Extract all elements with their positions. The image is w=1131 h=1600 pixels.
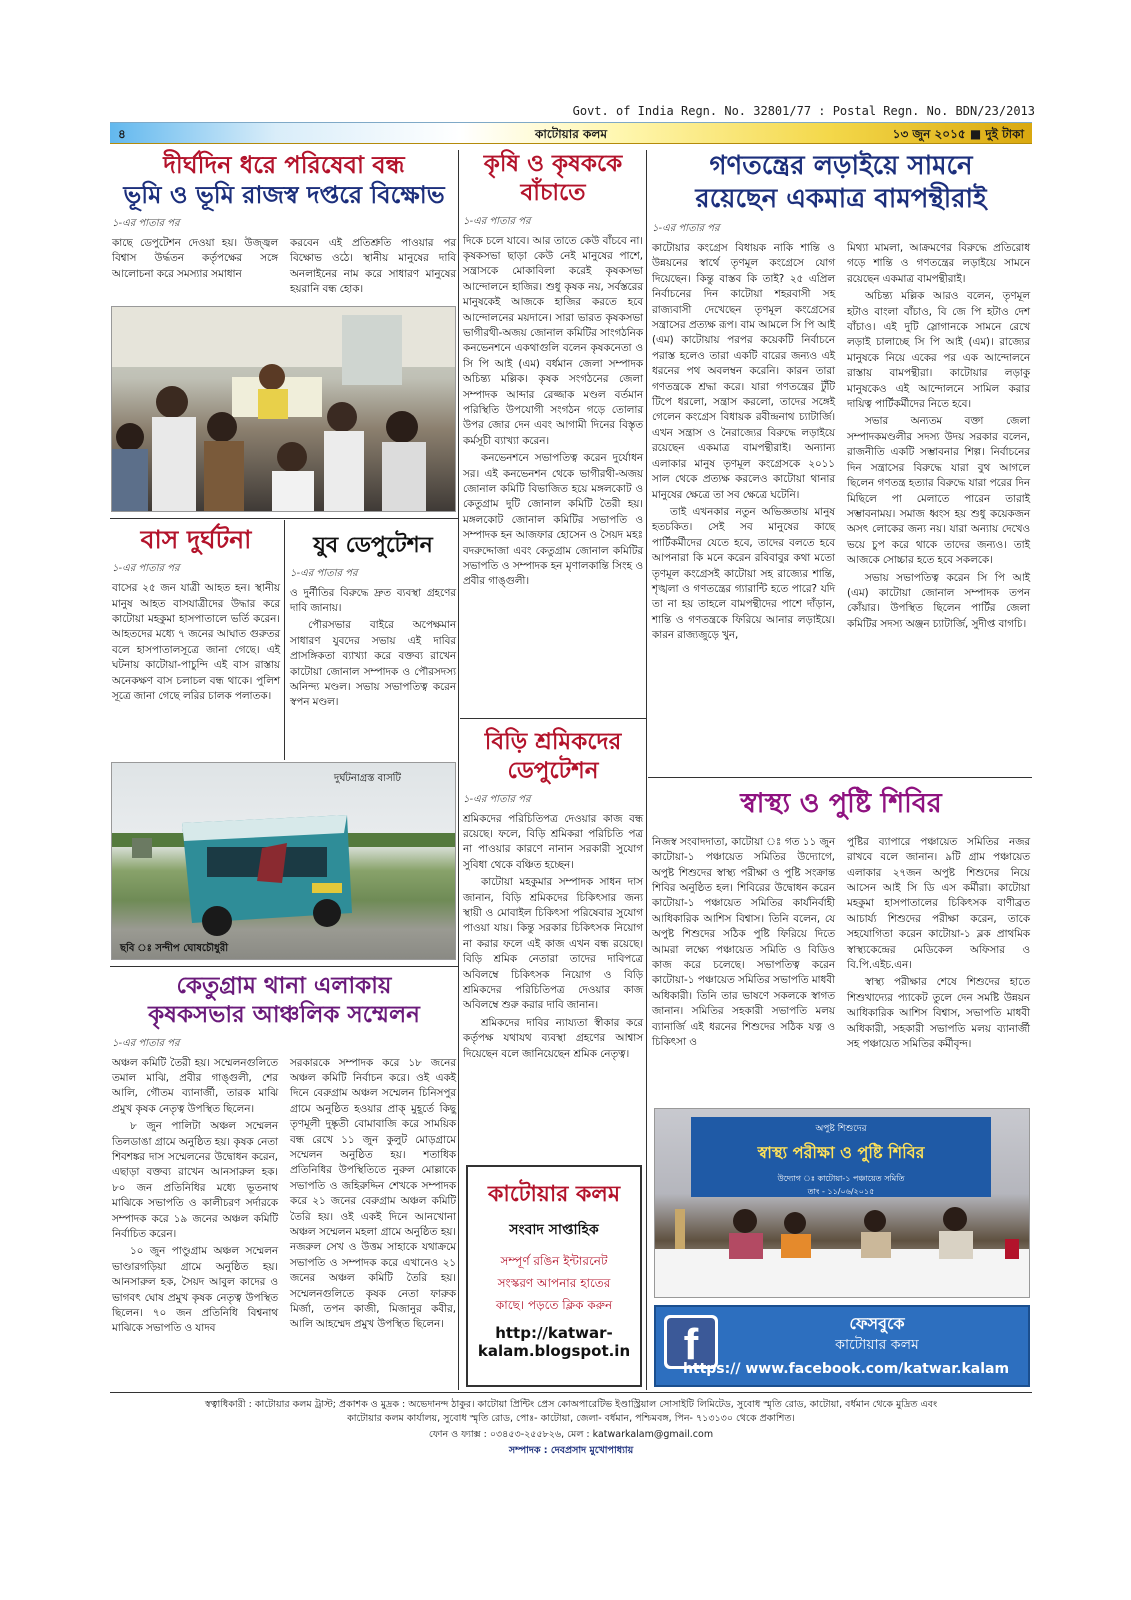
bus-photo [111, 762, 456, 960]
headline: কৃষকসভার আঞ্চলিক সম্মেলন [148, 1000, 420, 1028]
article-text: শ্রমিকদের দাবির ন্যায্যতা স্বীকার করে কর্তৃপক্ষ যথাযথ ব্যবস্থা গ্রহণের আশ্বাস দিয়েছেন বলে জানিয়েছেন শ্রমিক নেতৃত্ব। [463, 1016, 643, 1060]
article-text: শ্রমিকদের পরিচিতিপত্র দেওয়ার কাজ বন্ধ রয়েছে। ফলে, বিড়ি শ্রমিকরা পরিচিতি পত্র না পাওয়ার কারণে নানান সরকারী সুযোগ সুবিধা থেকে বঞ্চিত হচ্ছেন। [463, 812, 643, 871]
article-text: তাই এখনকার নতুন অভিজ্ঞতায় মানুষ হতচকিত। সেই সব মানুষের কাছে পার্টিকর্মীদের যেতে হবে, তাদের বলতে হবে আপনারা কি মনে করেন রবিবাবুর কথা মতো তৃণমূল কংগ্রেসই কাটোয়া সহ রাজ্যের শান্তি, শৃঙ্খলা ও গণতন্ত্রের গ্যারান্টি হতে পারে? যদি তা না হয় তাহলে বামপন্থীদের পাশে দাঁড়ান, শান্তি ও গণতন্ত্রকে ফিরিয়ে আনার লড়াইয়ে। কারন রাজ্যজুড়ে খুন, [652, 505, 835, 642]
column-rule [458, 150, 459, 1390]
continued-note: ১-এর পাতার পর [463, 793, 531, 805]
facebook-label: ফেসবুকে [849, 1314, 905, 1333]
article-text: সভায় সভাপতিত্ব করেন সি পি আই (এম) কাটোয়া জোনাল সম্পাদক তপন কোঁয়ার। উপস্থিত ছিলেন পার্টির জেলা কমিটির সদস্য অঞ্জন চ্যাটার্জি, সুদীপ্ত বাগচি। [847, 571, 1030, 630]
editor-line: সম্পাদক : দেবপ্রসাদ মুখোপাধ্যায় [508, 1445, 634, 1456]
article-text: পৌরসভার বাইরে অপেক্ষমান সাধারণ যুবদের সভায় এই দাবির প্রাসঙ্গিকতা ব্যাখ্যা করে বক্তব্য রাখেন কাটোয়া জোনাল সম্পাদক ও পৌরসদস্য অনিন্দ্য মণ্ডল। সভায় সভাপতিত্ব করেন স্বপন মণ্ডল। [290, 619, 456, 709]
article-left-fight-democracy [652, 150, 1030, 646]
banner-line: উদ্যোগ ঃ কাটোয়া-১ পঞ্চায়েত সমিতি [777, 1174, 905, 1183]
advert-title: কাটোয়ার কলম [487, 1181, 621, 1207]
headline: ডেপুটেশন [507, 756, 599, 784]
continued-note: ১-এর পাতার পর [652, 223, 720, 234]
advert-line: সম্পূর্ণ রঙিন ইন্টারনেট [500, 1254, 608, 1268]
headline: বিড়ি শ্রমিকদের [484, 728, 622, 755]
section-rule [460, 718, 646, 719]
continued-note: ১-এর পাতার পর [290, 567, 358, 579]
imprint-line: স্বত্বাধিকারী : কাটোয়ার কলম ট্রাস্ট; প্রকাশক ও মুদ্রক : অভেদানন্দ ঠাকুর। কাটোয়া প্রিন্টিং প্রেস কোঅপারেটিভ ইণ্ডাস্ট্রিয়াল সোসাইটি লিমিটেড, সুবোধ স্মৃতি রোড, কাটোয়া, বর্ধমান থেকে মুদ্রিত এবং [204, 1399, 938, 1410]
section-rule [110, 966, 458, 967]
article-text: কাটোয়ার কংগ্রেস বিধায়ক নাকি শান্তি ও উন্নয়নের স্বার্থে তৃণমূল কংগ্রেসে যোগ দিয়েছেন। কিন্তু বাস্তব কি তাই? ২৫ এপ্রিল নির্বাচনের দিন কাটোয়া শহরবাসী সহ রাজ্যবাসী দেখেছেন তৃণমূল কংগ্রেসের সন্ত্রাসের প্রত্যক্ষ রূপ। বাম আমলে সি পি আই (এম) কাটোয়ায় পরপর কয়েকটি নির্বাচনে পরাস্ত হলেও তারা একটি বারের জন্যও এই ধরনের পথ অবলম্বন করেনি। কারন তারা গণতন্ত্রকে শ্রদ্ধা করে। যারা গণতন্ত্রের টুঁটি টিপে ধরলো, সন্ত্রাস করলো, তাদের সঙ্গেই গেলেন কংগ্রেস বিধায়ক রবীন্দ্রনাথ চ্যাটার্জি। এখন সন্ত্রাস ও নৈরাজ্যের বিরুদ্ধে লড়াইয়ে রয়েছেন একমাত্র বামপন্থীরাই। অন্যান্য এলাকার মানুষ তৃণমূল কংগ্রেসকে ২০১১ সাল থেকে প্রত্যক্ষ করলেও কাটোয়া থানার মানুষের ক্ষেত্রে তা সব ক্ষেত্রে ঘটেনি। [652, 242, 835, 501]
advert-subtitle: সংবাদ সাপ্তাহিক [509, 1222, 599, 1238]
continued-note: ১-এর পাতার পর [112, 563, 180, 575]
headline: বাঁচাতে [520, 178, 586, 206]
article-text: অচিন্ত্য মল্লিক আরও বলেন, তৃণমূল হটাও বাংলা বাঁচাও, বি জে পি হটাও দেশ বাঁচাও। এই দুটি স্লোগানকে সামনে রেখে লড়াই চালাচ্ছে সি পি আই (এম)। রাজ্যের মানুষকে নিয়ে একের পর এক আন্দোলনে রাস্তায় বামপন্থীরা। কাটোয়ার লড়াকু মানুষকেও এই আন্দোলনে সামিল করার দায়িত্ব পার্টিকর্মীদের নিতে হবে। [847, 290, 1030, 411]
article-text: পুষ্টির ব্যাপারে পঞ্চায়েত সমিতির নজর রাখবে বলে জানান। ৯টি গ্রাম পঞ্চায়েত এলাকার ২৭জন অপুষ্ট শিশুদের নিয়ে আসেন আই সি ডি এস কর্মীরা। কাটোয়া মহকুমা হাসপাতালের চিকিৎসক বাণীব্রত আচার্য্য শিশুদের পরীক্ষা করেন, তাকে সহযোগিতা করেন কাটোয়া-১ ব্লক প্রাথমিক স্বাস্থ্যকেন্দ্রের মেডিকেল অফিসার ও বি.পি.এইচ.এন। [847, 835, 1030, 971]
article-text: মিথ্যা মামলা, আক্রমণের বিরুদ্ধে প্রতিরোধ গড়ে শান্তি ও গণতন্ত্রের লড়াইয়ে সামনে রয়েছেন একমাত্র বামপন্থীরাই। [847, 242, 1030, 285]
article-text: করবেন এই প্রতিশ্রুতি পাওয়ার পর বিক্ষোভ ওঠে। স্থানীয় মানুষের দাবি অনলাইনের নাম করে সাধারণ মানুষের হয়রানি বন্ধ হোক। [290, 237, 456, 296]
page-number: ৪ [118, 127, 126, 141]
headline: কেতুগ্রাম থানা এলাকায় [176, 972, 392, 999]
headline: রয়েছেন একমাত্র বামপন্থীরাই [695, 183, 987, 214]
article-text: বাসের ২৫ জন যাত্রী আহত হন। স্থানীয় মানুষ আহত বাসযাত্রীদের উদ্ধার করে কাটোয়া মহকুমা হাসপাতালে ভর্তি করেন। আহতদের মধ্যে ৭ জনের আঘাত গুরুতর বলে হাসপাতালসূত্রে জানা গেছে। এই ঘটনায় কাটোয়া-পাচুন্দি এই বাস রাস্তায় অনেকক্ষণ বাস চলাচল বন্ধ থাকে। পুলিশ সূত্রে জানা গেছে লরির চালক পলাতক। [112, 582, 280, 703]
banner-line: অপুষ্ট শিশুদের [815, 1124, 867, 1134]
headline: গণতন্ত্রের লড়াইয়ে সামনে [709, 151, 973, 181]
continued-note: ১-এর পাতার পর [112, 1037, 180, 1049]
article-text: দিকে চলে যাবে। আর তাতে কেউ বাঁচবে না। কৃষকসভা ছাড়া কেউ নেই মানুষের পাশে, সন্ত্রাসকে মোকাবিলা করেই কৃষকসভা আন্দোলনে হাজির। শুধু কৃষক নয়, সর্বস্তরের মানুষকেই আজকে হাজির করতে হবে আন্দোলনের ময়দানে। সারা ভারত কৃষকসভা ভাগীরথী-অজয় জোনাল কমিটির সাংগঠনিক কনভেনশনে একথাগুলি বলেন কৃষকনেতা ও সি পি আই (এম) বর্ধমান জেলা সম্পাদক অচিন্ত্য মল্লিক। কৃষক সংগঠনের জেলা সম্পাদক আব্দার রেজ্জাক মণ্ডল বর্তমান পরিস্থিতি উপযোগী সংগঠন গড়ে তোলার উপর জোর দেন এবং আগামী দিনের বিস্তৃত কর্মসূচী ব্যাখ্যা করেন। [463, 234, 643, 447]
registration-line: Govt. of India Regn. No. 32801/77 : Postal Regn. No. BDN/23/2013 [572, 104, 1035, 118]
article-bidi-workers [463, 728, 643, 1064]
protest-photo-graphic [112, 307, 456, 512]
article-text: ৮ জুন পালিটা অঞ্চল সম্মেলন তিলডাঙা গ্রামে অনুষ্ঠিত হয়। কৃষক নেতা শিবশঙ্কর দাস সম্মেলনের উদ্বোধন করেন, এছাড়া বক্তব্য রাখেন আনসারুল হক। ৮০ জন প্রতিনিধির মধ্যে ভূতনাথ মাঝিকে সভাপতি ও কালীচরণ সর্দারকে সম্পাদক করে ১৯ জনের অঞ্চল কমিটি নির্বাচিত করেন। [112, 1120, 278, 1240]
advert-line: কাছে। পড়তে ক্লিক করুন [495, 1298, 613, 1312]
banner-line: স্বাস্থ্য পরীক্ষা ও পুষ্টি শিবির [757, 1143, 925, 1162]
newspaper-name: কাটোয়ার কলম [534, 127, 608, 141]
section-rule [648, 777, 1032, 778]
headline: ভূমি ও ভূমি রাজস্ব দপ্তরে বিক্ষোভ [123, 180, 445, 209]
advert-line: সংস্করণ আপনার হাতের [497, 1276, 611, 1290]
article-bus-accident [112, 524, 280, 707]
article-text: স্বাস্থ্য পরীক্ষার শেষে শিশুদের হাতে শিশুখাদ্যের প্যাকেট তুলে দেন সমষ্টি উন্নয়ন আধিকারিক আশিস বিশ্বাস, সভাপতি মাধবী অধিকারী, সহকারী সভাপতি মলয় ব্যানার্জী সহ পঞ্চায়েত সমিতির কর্মীবৃন্দ। [847, 976, 1030, 1051]
facebook-page-name: কাটোয়ার কলম [835, 1337, 919, 1353]
continued-note: ১-এর পাতার পর [112, 218, 180, 229]
article-text: ১০ জুন পাণ্ডুগ্রাম অঞ্চল সম্মেলন ভাণ্ডারগড়িয়া গ্রামে অনুষ্ঠিত হয়। আনসারুল হক, সৈয়দ আবুল কাদের ও ভাগবৎ ঘোষ প্রমুখ কৃষক নেতৃত্ব উপস্থিত ছিলেন। ৭০ জন প্রতিনিধি বিশ্বনাথ মাঝিকে সভাপতি ও যাদব [112, 1245, 278, 1335]
article-text: কাছে ডেপুটেশন দেওয়া হয়। উজ্জ্বল বিশ্বাস উর্দ্ধতন কর্তৃপক্ষের সঙ্গে আলোচনা করে সমস্যার সমাধান [112, 237, 278, 280]
facebook-url-link[interactable]: https:// www.facebook.com/katwar.kalam [682, 1361, 1010, 1377]
article-health-camp [652, 787, 1030, 1054]
column-rule [284, 520, 285, 760]
article-text: সরকারকে সম্পাদক করে ১৮ জনের অঞ্চল কমিটি নির্বাচন করে। ওই একই দিনে বেরুগ্রাম অঞ্চল সম্মেলন চিনিসপুর গ্রামে অনুষ্ঠিত হওয়ার প্রাক্ মুহূর্তে কিছু তৃণমূলী দুষ্কৃতী বোমাবাজি করে সাময়িক বন্ধ রেখে ১১ জুন কুলুট মোড়গ্রামে সম্মেলন অনুষ্ঠিত হয়। শতাধিক প্রতিনিধির উপস্থিতিতে নুরুল মোল্লাকে সভাপতি ও জহিরুদ্দিন শেখকে সম্পাদক করে ২১ জনের বেরুগ্রাম অঞ্চল কমিটি তৈরি হয়। ওই একই দিনে আনখোনা অঞ্চল সম্মেলন মহলা গ্রামে অনুষ্ঠিত হয়। নজরুল সেখ ও উত্তম সাহাকে যথাক্রমে সভাপতি ও সম্পাদক করে এখানেও ২১ জনের অঞ্চল কমিটি তৈরি হয়। সম্মেলনগুলিতে কৃষক নেতা ফারুক মির্জা, তপন কাজী, মিজানুর কবীর, আলি আহম্মেদ প্রমুখ উপস্থিত ছিলেন। [290, 1056, 456, 1331]
article-save-farmers [463, 150, 643, 592]
blog-url-link[interactable]: http://katwar- [495, 1324, 613, 1342]
continued-note: ১-এর পাতার পর [463, 215, 531, 227]
headline: বাস দুর্ঘটনা [140, 525, 252, 554]
article-youth-deputation [290, 532, 456, 713]
article-text: ও দুর্নীতির বিরুদ্ধে দ্রুত ব্যবস্থা গ্রহণের দাবি জানায়। [290, 586, 456, 614]
issue-date-price: ১৩ জুন ২০১৫ ■ দুই টাকা [892, 127, 1024, 141]
headline: যুব ডেপুটেশন [313, 532, 433, 558]
article-krishak-sabha-conference [112, 972, 456, 1339]
headline: স্বাস্থ্য ও পুষ্টি শিবির [740, 788, 942, 819]
headline: কৃষি ও কৃষককে [483, 150, 623, 177]
facebook-icon-glyph: f [667, 1318, 715, 1366]
column-rule [646, 150, 647, 1390]
section-rule [110, 518, 458, 519]
footer-rule [110, 1392, 1032, 1393]
article-land-revenue [112, 150, 456, 300]
photo-credit: ছবি ঃ সন্দীপ ঘোষচৌধুরী [120, 943, 229, 954]
article-text: নিজস্ব সংবাদদাতা, কাটোয়া ঃ গত ১১ জুন কাটোয়া-১ পঞ্চায়েত সমিতির উদ্যোগে, অপুষ্ট শিশুদের স্বাস্থ্য পরীক্ষা ও পুষ্টি সংক্রান্ত শিবির অনুষ্ঠিত হল। শিবিরের উদ্বোধন করেন কাটোয়া-১ পঞ্চায়েত সমিতির কার্যনির্বাহী আধিকারিক আশিস বিশ্বাস। তিনি বলেন, যে অপুষ্ট শিশুদের সঠিক পুষ্টি ফিরিয়ে দিতে আমরা লক্ষ্যে পঞ্চায়েত সমিতি ও বিডিও কাজ করে চলেছে। সভাপতিত্ব করেন কাটোয়া-১ পঞ্চায়েত সমিতির সভাপতি মাধবী অধিকারী। তিনি তার ভাষণে সকলকে স্বাগত জানান। সমিতির সহকারী সভাপতি মলয় ব্যানার্জি এই ধরনের শিশুদের সঠিক যত্ন ও চিকিৎসা ও [652, 835, 835, 1049]
article-text: সভার অন্যতম বক্তা জেলা সম্পাদকমণ্ডলীর সদস্য উদয় সরকার বলেন, রাজনীতি একটি সম্ভাবনার শিল্প। নির্বাচনের দিন সন্ত্রাসের বিরুদ্ধে যারা বুথ আগলে ছিলেন গণতন্ত্র হত্যার বিরুদ্ধে যারা পরের দিন মিছিলে পা মেলাতে পারেন তারাই সম্ভাবনাময়। সমাজ ধ্বংস হয় শুধু কয়েকজন অসৎ লোকের জন্য নয়। যারা অন্যায় দেখেও ভয়ে চুপ করে থাকে তাদের জন্যও। তাই আজকে সোচ্চার হতে হবে সকলকে। [847, 415, 1030, 567]
blog-url-link[interactable]: kalam.blogspot.in [477, 1342, 631, 1360]
contact-line: ফোন ও ফ্যাক্স : ০৩৪৫৩-২৫৫৮২৬, মেল : katwarkalam@gmail.com [428, 1429, 714, 1440]
article-text: অঞ্চল কমিটি তৈরী হয়। সম্মেলনগুলিতে তমাল মাঝি, প্রবীর গাঙ্গুলী, শের আলি, গৌতম ব্যানার্জী, তারক মাঝি প্রমুখ কৃষক নেতৃত্ব উপস্থিত ছিলেন। [112, 1056, 278, 1115]
article-text: কাটোয়া মহকুমার সম্পাদক সাধন দাস জানান, বিড়ি শ্রমিকদের চিকিৎসার জন্য স্থায়ী ও মোবাইল চিকিৎসা পরিষেবার সুযোগ পাওয়া যায়। কিন্তু সরকার চিকিৎসক নিয়োগ না করার ফলে এই কাজ এখন বন্ধ রয়েছে। বিড়ি শ্রমিক নেতারা তাদের দাবিপত্রে অবিলম্বে চিকিৎসক নিয়োগ ও বিড়ি শ্রমিকদের পরিচিতিপত্র দেওয়ার কাজ অবিলম্বে শুরু করার দাবি জানান। [463, 876, 643, 1012]
protest-photo [111, 306, 456, 512]
headline: দীর্ঘদিন ধরে পরিষেবা বন্ধ [163, 150, 405, 179]
imprint-line: কাটোয়ার কলম কার্যালয়, সুবোধ স্মৃতি রোড, পোঃ- কাটোয়া, জেলা- বর্ধমান, পশ্চিমবঙ্গ, পিন- ৭১৩১৩০ থেকে প্রকাশিত। [347, 1413, 795, 1424]
photo-label: দুর্ঘটনাগ্রস্ত বাসটি [334, 773, 401, 784]
health-camp-graphic [655, 1109, 1030, 1298]
blog-advert[interactable] [466, 1165, 642, 1387]
masthead-bar [110, 122, 1032, 144]
banner-line: তাং - ১১/০৬/২০১৫ [807, 1187, 875, 1196]
facebook-advert[interactable] [654, 1305, 1030, 1387]
article-text: কনভেনশনে সভাপতিত্ব করেন দুর্যোধন সর। এই কনভেনশন থেকে ভাগীরথী-অজয় জোনাল কমিটি বিভাজিত হয়ে মঙ্গলকোট ও কেতুগ্রাম দুটি জোনাল কমিটি তৈরী হয়। মঙ্গলকোট জোনাল কমিটির সভাপতি ও সম্পাদক হন আজফার হোসেন ও সৈয়দ মহঃ বদরুদ্দোজা এবং কেতুগ্রাম জোনাল কমিটির সভাপতি ও সম্পাদক হন মৃণালকান্তি সিংহ ও প্রবীর গাঙ্গুলী। [463, 452, 643, 588]
health-camp-photo [654, 1108, 1030, 1298]
bus-photo-graphic [112, 763, 456, 960]
